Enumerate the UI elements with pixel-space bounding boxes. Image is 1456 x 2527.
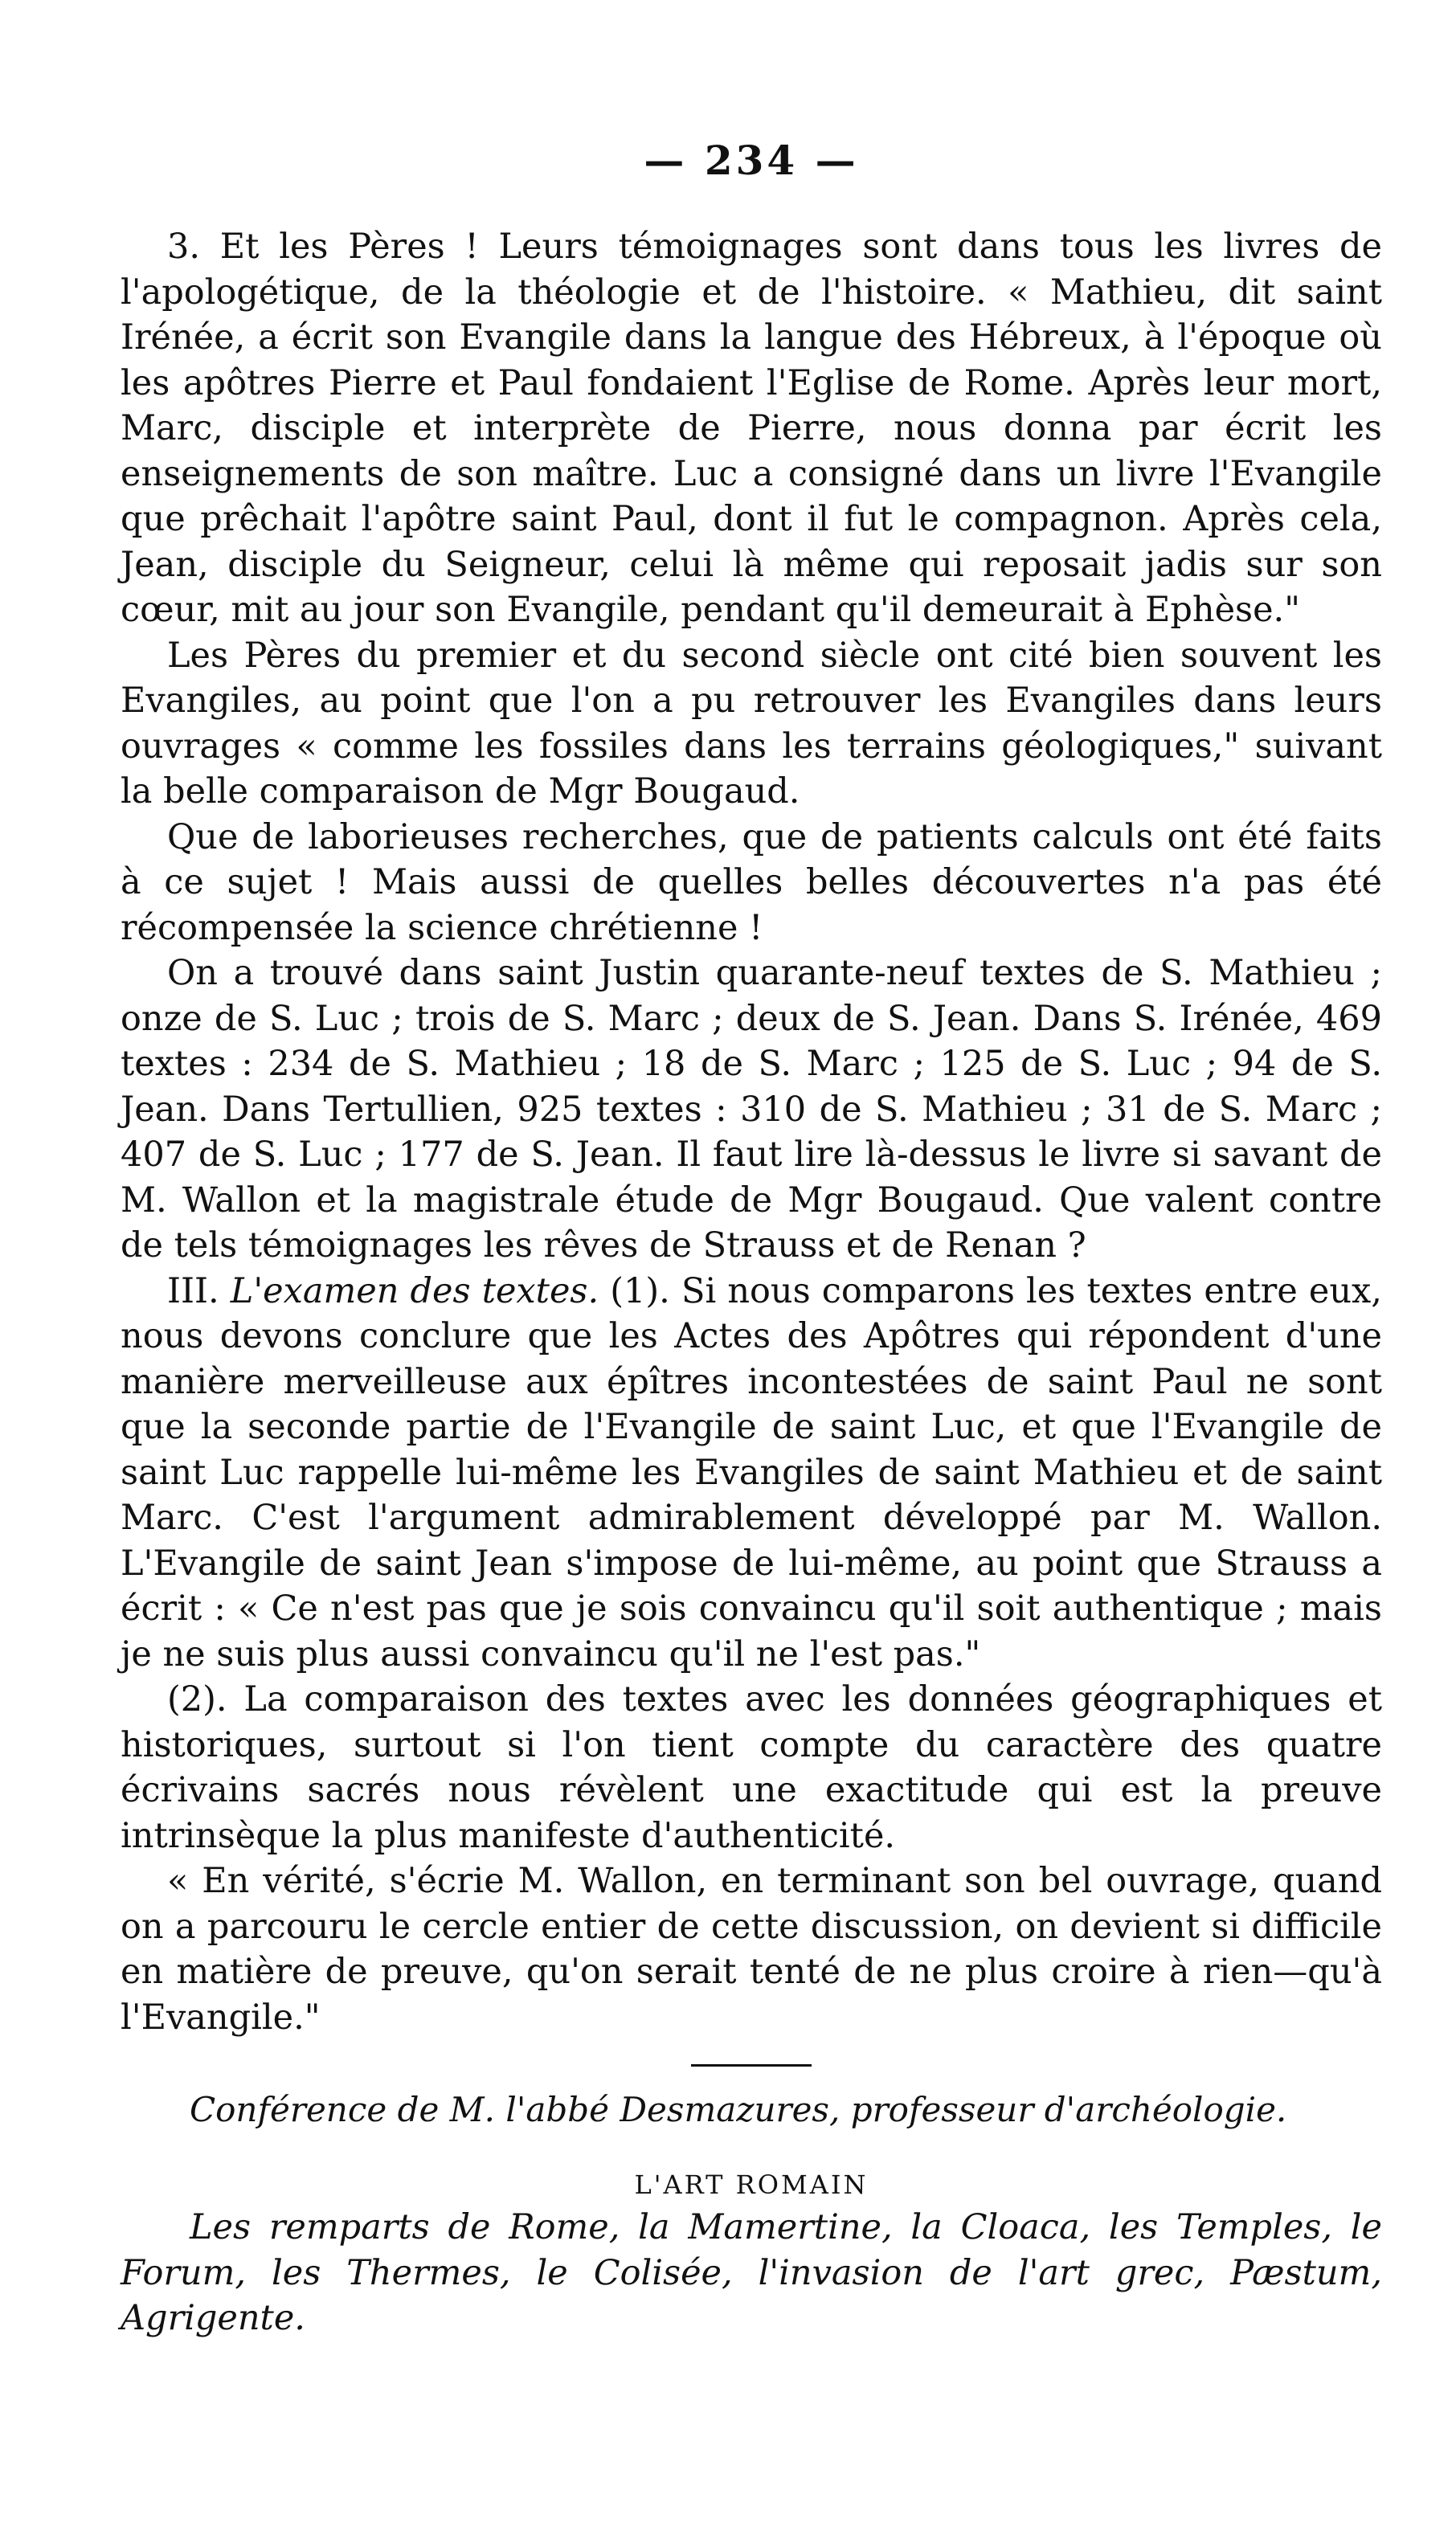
- paragraph-fossiles: [121, 633, 1382, 815]
- paragraph-examen-textes: [121, 1269, 1382, 1678]
- paragraph-text: Les Pères du premier et du second siècle ont cité bien souvent les Evangiles, au point que l'on a pu retrouver les Evangiles dans leurs ouvrages « comme les fossiles dans les terrains géologiques," suivant la belle comparaison de Mgr Bougaud.: [121, 635, 1382, 812]
- section-number: III.: [167, 1270, 231, 1311]
- paragraph-text: « En vérité, s'écrie M. Wallon, en terminant son bel ouvrage, quand on a parcouru le cercle entier de cette discussion, on devient si difficile en matière de preuve, qu'on serait tenté de ne plus croire à rien—qu'à l'Evangile.": [121, 1861, 1382, 2038]
- paragraph-text: 3. Et les Pères ! Leurs témoignages sont dans tous les livres de l'apologétique, de la théologie et de l'histoire. « Mathieu, dit saint Irénée, a écrit son Evangile dans la langue des Hébreux, à l'époque où les apôtres Pierre et Paul fondaient l'Eglise de Rome. Après leur mort, Marc, disciple et interprète de Pierre, nous donna par écrit les enseignements de son maître. Luc a consigné dans un livre l'Evangile que prêchait l'apôtre saint Paul, dont il fut le compagnon. Après cela, Jean, disciple du Seigneur, celui là même qui reposait jadis sur son cœur, mit au jour son Evangile, pendant qu'il demeurait à Ephèse.": [121, 227, 1382, 630]
- paragraph-recherches: [121, 815, 1382, 951]
- paragraph-textes-comptes: [121, 951, 1382, 1269]
- page-number: — 234 —: [644, 137, 859, 184]
- section-divider: [691, 2064, 812, 2067]
- section-heading: L'ART ROMAIN: [634, 2169, 869, 2200]
- paragraph-wallon-quote: [121, 1858, 1382, 2040]
- paragraph-text: (2). La comparaison des textes avec les données géographiques et historiques, surtout si l'on tient compte du caractère des quatre écrivains sacrés nous révèlent une exactitude qui est la preuve intrinsèque la plus manifeste d'authenticité.: [121, 1679, 1382, 1856]
- lecture-credit: Conférence de M. l'abbé Desmazures, professeur d'archéologie.: [190, 2090, 1287, 2129]
- paragraph-text: On a trouvé dans saint Justin quarante-neuf textes de S. Mathieu ; onze de S. Luc ; trois de S. Marc ; deux de S. Jean. Dans S. Irénée, 469 textes : 234 de S. Mathieu ; 18 de S. Marc ; 125 de S. Luc ; 94 de S. Jean. Dans Tertullien, 925 textes : 310 de S. Mathieu ; 31 de S. Marc ; 407 de S. Luc ; 177 de S. Jean. Il faut lire là-dessus le livre si savant de M. Wallon et la magistrale étude de Mgr Bougaud. Que valent contre de tels témoignages les rêves de Strauss et de Renan ?: [121, 953, 1382, 1266]
- section-title-italic: L'examen des textes.: [230, 1270, 599, 1311]
- paragraph-comparaison: [121, 1677, 1382, 1858]
- paragraph-peres: [121, 224, 1382, 633]
- section-summary: Les remparts de Rome, la Mamertine, la Cloaca, les Temples, le Forum, les Thermes, le Colisée, l'invasion de l'art grec, Pæstum, Agrigente.: [121, 2207, 1382, 2338]
- paragraph-text: Que de laborieuses recherches, que de patients calculs ont été faits à ce sujet ! Mais aussi de quelles belles découvertes n'a pas été récompensée la science chrétienne !: [121, 816, 1382, 948]
- paragraph-text: (1). Si nous comparons les textes entre eux, nous devons conclure que les Actes des Apôtres qui répondent d'une manière merveilleuse aux épîtres incontestées de saint Paul ne sont que la seconde partie de l'Evangile de saint Luc, et que l'Evangile de saint Luc rappelle lui-même les Evangiles de saint Mathieu et de saint Marc. C'est l'argument admirablement développé par M. Wallon. L'Evangile de saint Jean s'impose de lui-même, au point que Strauss a écrit : « Ce n'est pas que je sois convaincu qu'il soit authentique ; mais je ne suis plus aussi convaincu qu'il ne l'est pas.": [121, 1270, 1382, 1674]
